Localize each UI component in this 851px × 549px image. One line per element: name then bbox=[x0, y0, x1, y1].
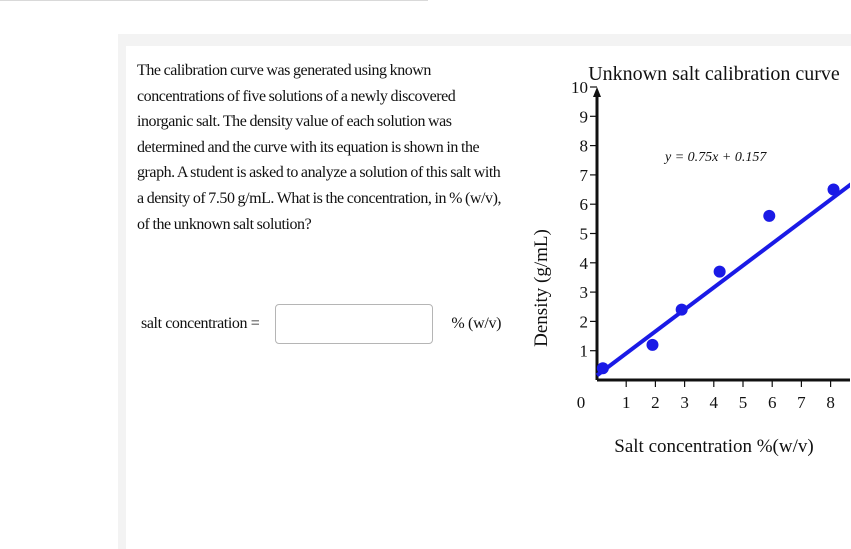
x-tick-label-6: 6 bbox=[767, 393, 777, 412]
y-tick-label-0: 0 bbox=[576, 393, 586, 412]
y-tick-label-4: 4 bbox=[579, 253, 588, 273]
y-tick-label-9: 9 bbox=[579, 107, 588, 127]
data-point-1 bbox=[597, 362, 609, 374]
top-divider bbox=[0, 0, 428, 1]
answer-unit: % (w/v) bbox=[451, 315, 502, 332]
chart-ylabel: Density (g/mL) bbox=[531, 229, 552, 347]
data-point-3 bbox=[676, 304, 688, 316]
question-text: The calibration curve was generated using known concentrations of five solutions of a newly discovered inorganic salt. The density value of each solution was determined and the curve with its equation is shown in the graph. A student is asked to analyze a solution of this salt with a density of 7.50 g/mL. What is the concentration, in % (w/v), of the unknown salt solution? bbox=[137, 62, 501, 233]
x-tick-label-3: 3 bbox=[680, 393, 689, 412]
x-tick-label-5: 5 bbox=[738, 393, 748, 412]
y-tick-label-6: 6 bbox=[579, 195, 588, 215]
x-tick-label-8: 8 bbox=[826, 393, 835, 412]
fit-line bbox=[597, 156, 850, 376]
y-tick-label-8: 8 bbox=[579, 136, 588, 156]
x-tick-label-1: 1 bbox=[621, 393, 631, 412]
y-tick-label-1: 1 bbox=[579, 341, 588, 361]
data-point-4 bbox=[714, 266, 726, 278]
answer-label: salt concentration = bbox=[141, 315, 260, 332]
chart-xlabel: Salt concentration %(w/v) bbox=[614, 436, 814, 457]
data-point-2 bbox=[646, 339, 658, 351]
y-tick-label-10: 10 bbox=[571, 78, 588, 97]
y-tick-label-2: 2 bbox=[579, 312, 588, 332]
y-tick-label-7: 7 bbox=[579, 165, 588, 185]
fit-equation-label: y = 0.75x + 0.157 bbox=[665, 150, 767, 165]
x-tick-label-7: 7 bbox=[797, 393, 806, 412]
answer-row bbox=[141, 303, 501, 345]
x-tick-label-4: 4 bbox=[709, 393, 719, 412]
calibration-chart bbox=[510, 52, 850, 467]
data-point-5 bbox=[763, 210, 775, 222]
x-tick-label-2: 2 bbox=[651, 393, 660, 412]
salt-concentration-input[interactable] bbox=[275, 304, 433, 344]
chart-title: Unknown salt calibration curve bbox=[588, 63, 840, 85]
data-point-6 bbox=[828, 184, 840, 196]
y-tick-label-5: 5 bbox=[579, 224, 588, 244]
y-tick-label-3: 3 bbox=[579, 283, 588, 303]
